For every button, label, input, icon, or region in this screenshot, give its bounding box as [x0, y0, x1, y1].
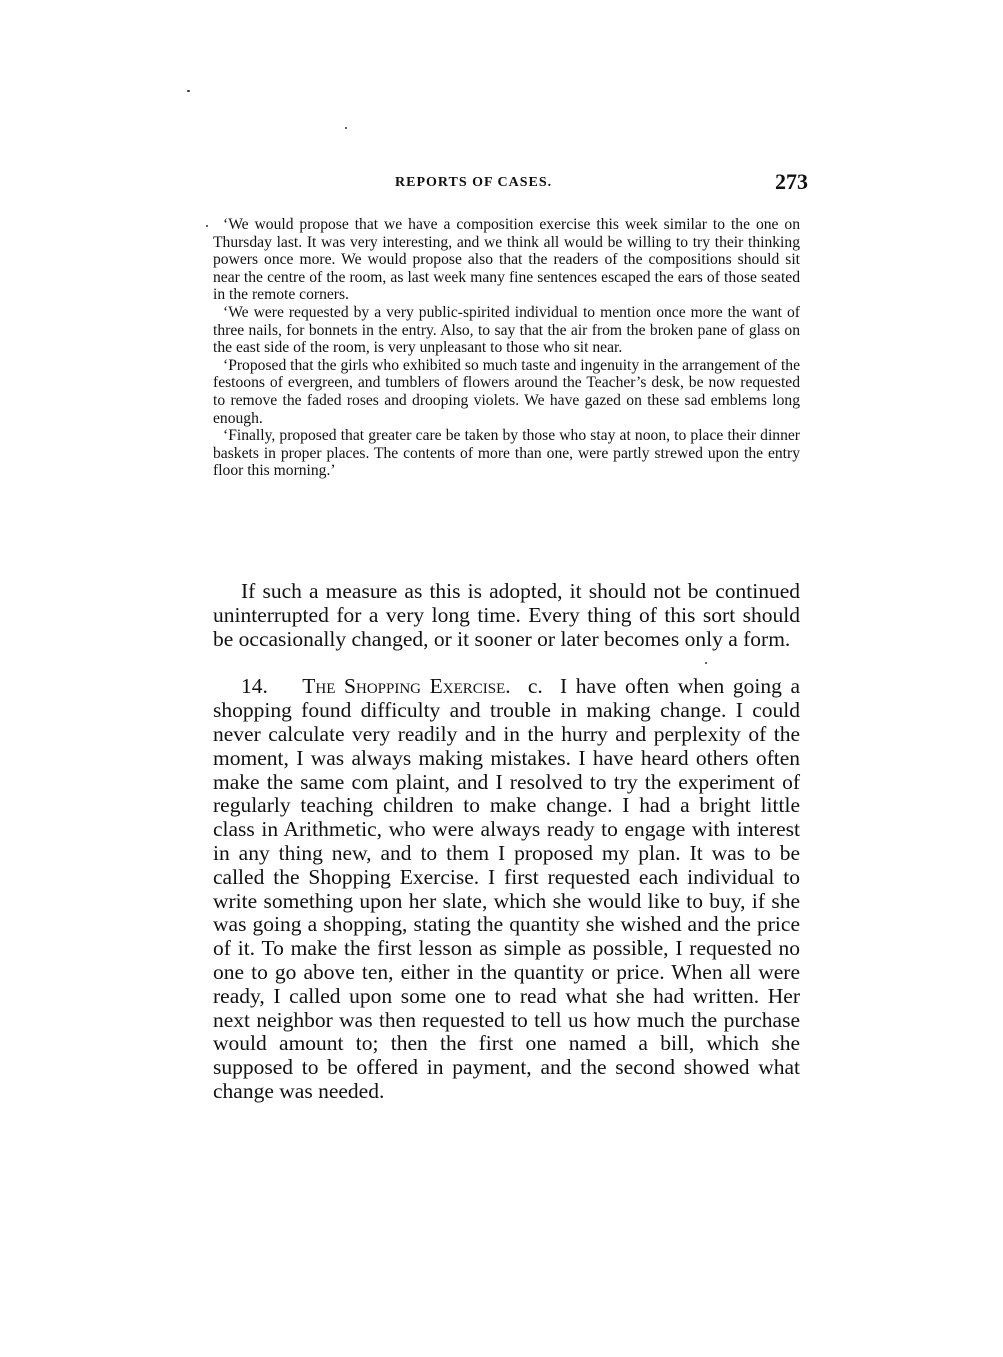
section-title: The Shopping Exercise. — [302, 674, 511, 699]
section-paragraph — [213, 675, 800, 1103]
quoted-proposals — [213, 216, 800, 480]
body-text — [213, 580, 800, 1104]
quote-paragraph: ‘Proposed that the girls who exhibited so much taste and ingenuity in the arrangement of the festoons of evergreen, and tumblers of flowers around the Teacher’s desk, be now requested to remove the faded roses and drooping violets. We have gazed on these sad emblems long enough. — [213, 356, 800, 427]
scan-speck — [187, 90, 190, 92]
quote-paragraph: ‘Finally, proposed that greater care be taken by those who stay at noon, to place their dinner baskets in proper places. The contents of more than one, were partly strewed upon the entry floor this morning.’ — [213, 427, 800, 480]
quote-paragraph: ‘We would propose that we have a composition exercise this week similar to the one on Thursday last. It was very interesting, and we think all would be willing to try their thinking powers once more. We would propose also that the readers of the compositions should sit near the centre of the room, as last week many fine sentences escaped the ears of those seated in the remote corners. — [213, 216, 800, 304]
scan-speck — [345, 127, 347, 129]
page-number: 273 — [775, 169, 808, 194]
body-paragraph: If such a measure as this is adopted, it should not be continued uninterrupted for a very long time. Every thing of this sort should be occasionally changed, or it sooner or later becomes only a form. — [213, 579, 800, 651]
section-text: I have often when going a shopping found difficulty and trouble in making change. I could never calculate very readily and in the hurry and perplexity of the moment, I was always making mistakes. I have heard others often make the same com plaint, and I resolved to try the experiment of regularly teaching children to make change. I had a bright little class in Arithmetic, who were always ready to engage with interest in any thing new, and to them I proposed my plan. It was to be called the Shopping Exercise. I first requested each individual to write something upon her slate, which she would like to buy, if she was going a shopping, stating the quantity she wished and the price of it. To make the first lesson as simple as possible, I requested no one to go above ten, either in the quantity or price. When all were ready, I called upon some one to read what she had written. Her next neighbor was then requested to tell us how much the purchase would amount to; then the first one named a bill, which she supposed to be offered in payment, and the second showed what change was needed. — [213, 674, 801, 1103]
section-number: 14. — [241, 674, 268, 699]
running-head: REPORTS OF CASES. — [395, 175, 553, 190]
quote-paragraph: ‘We were requested by a very public-spirited individual to mention once more the want of three nails, for bonnets in the entry. Also, to say that the air from the broken pane of glass on the east side of the room, is very unpleasant to those who sit near. — [213, 303, 800, 357]
scan-speck — [206, 225, 208, 227]
section-marker: c. — [527, 674, 543, 699]
